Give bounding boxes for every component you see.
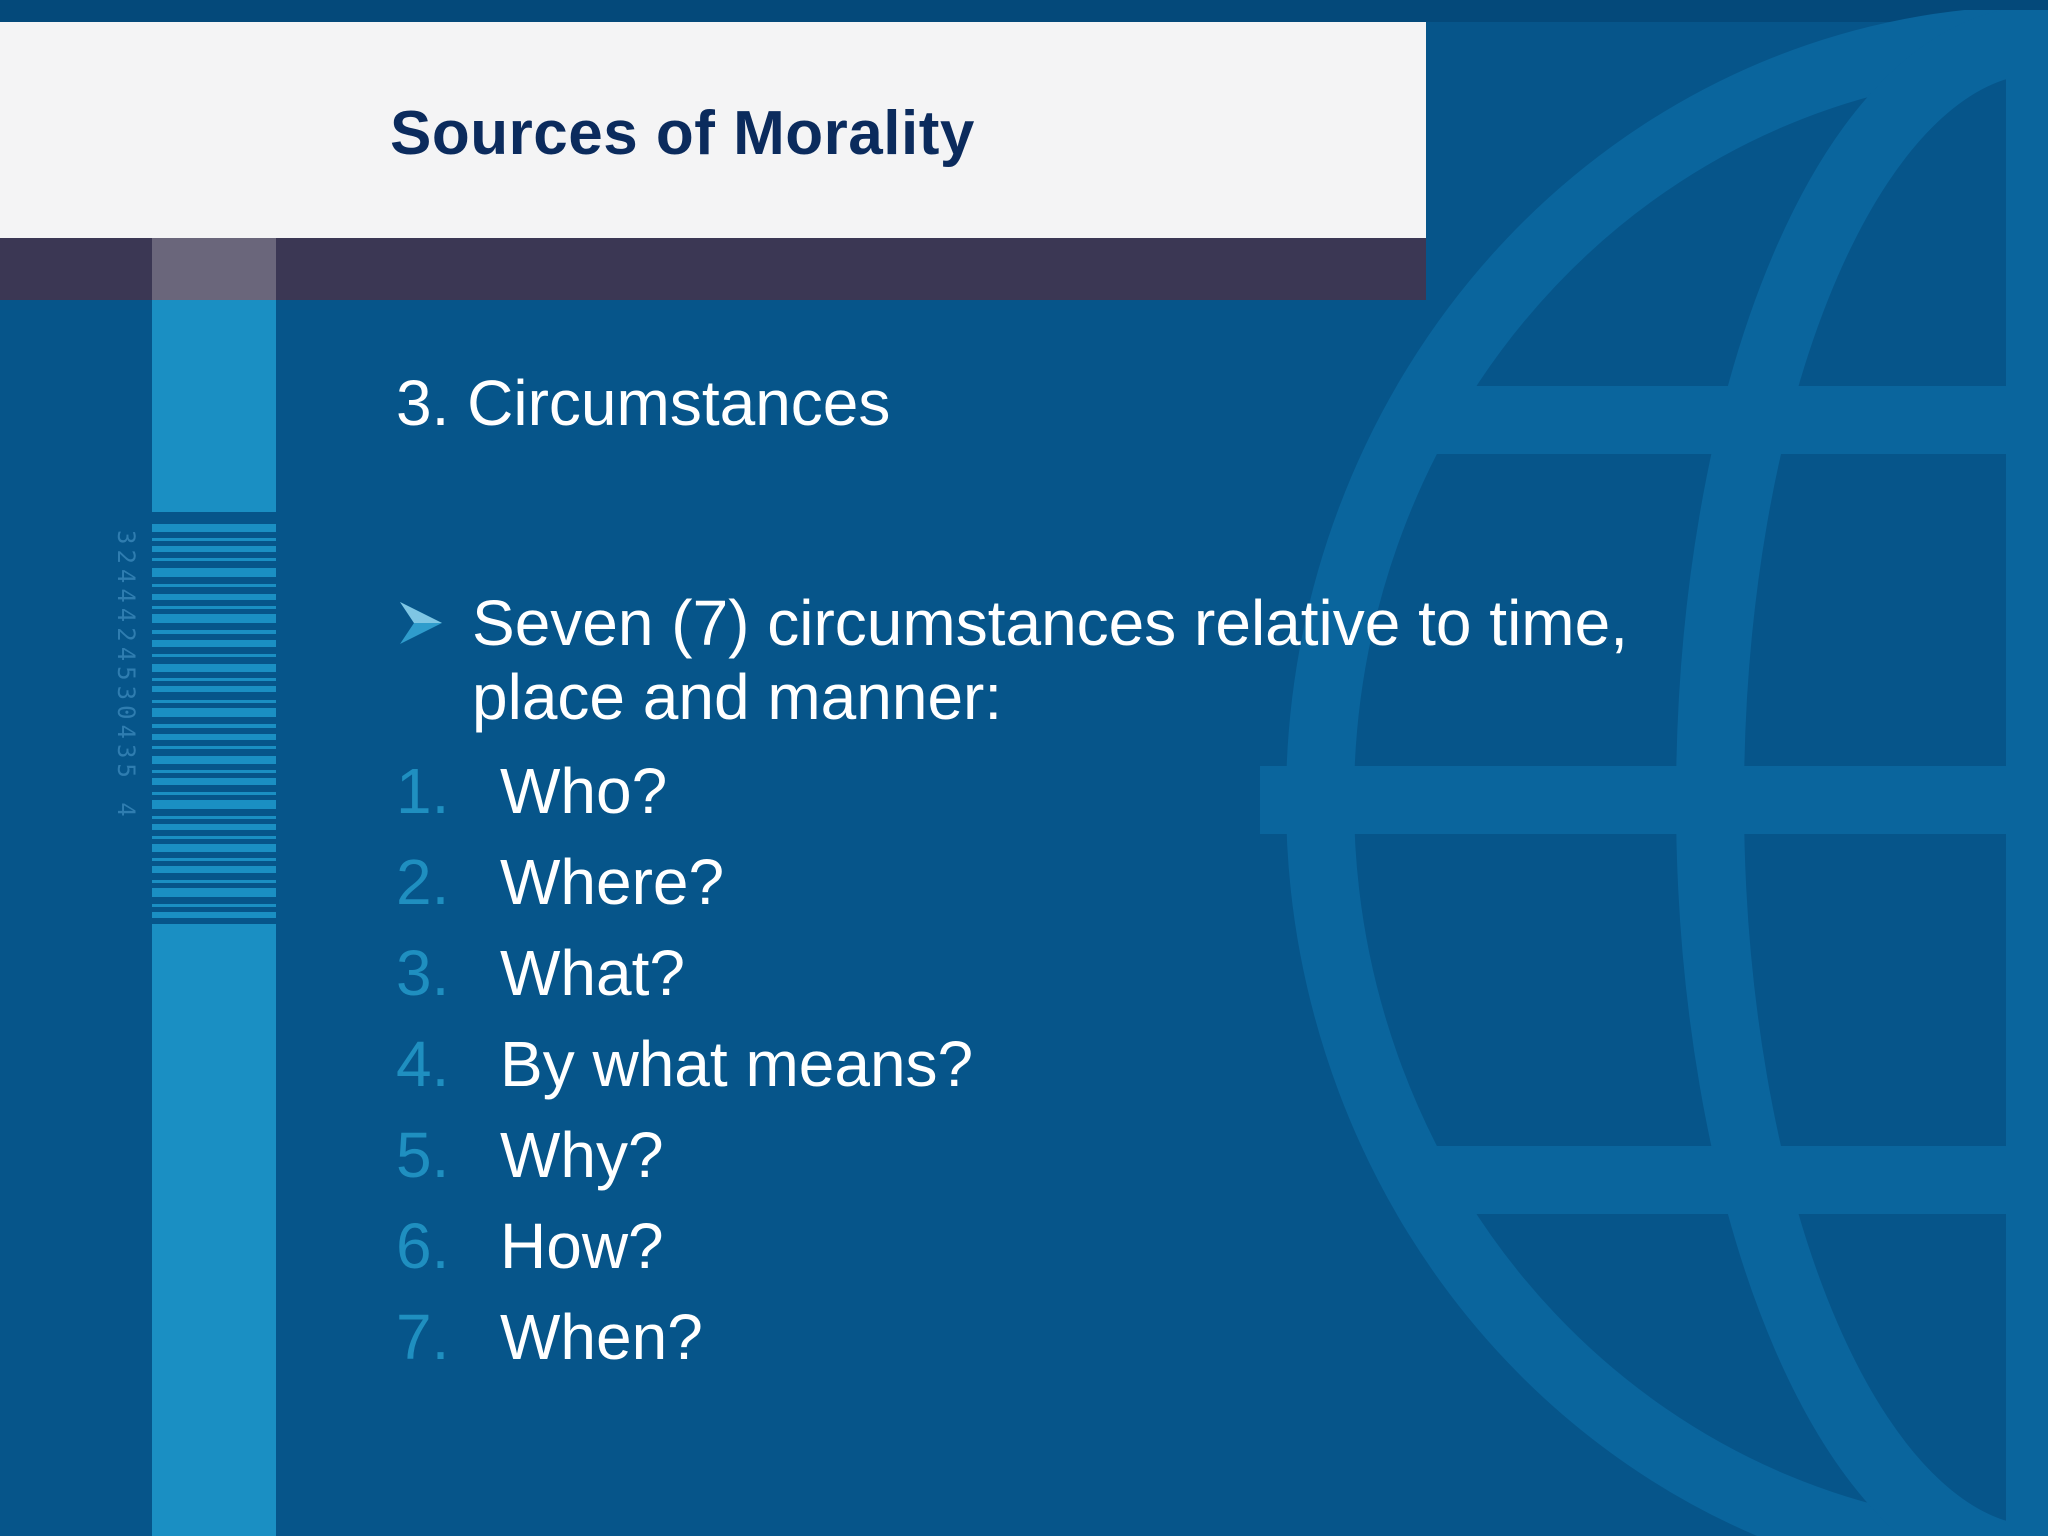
list-item-text: How? xyxy=(500,1210,664,1282)
list-item xyxy=(396,1118,973,1209)
list-number: 7. xyxy=(396,1301,450,1373)
list-number: 2. xyxy=(396,846,450,918)
section-heading: 3. Circumstances xyxy=(396,367,891,439)
list-item-text: When? xyxy=(500,1301,703,1373)
list-item xyxy=(396,845,973,936)
accent-bar-top xyxy=(152,238,276,300)
list-item xyxy=(396,754,973,845)
list-number: 1. xyxy=(396,755,450,827)
circumstances-list xyxy=(396,754,973,1391)
list-number: 6. xyxy=(396,1210,450,1282)
list-item xyxy=(396,1209,973,1300)
accent-bar-bottom xyxy=(152,935,276,1536)
list-item xyxy=(396,936,973,1027)
list-item-text: What? xyxy=(500,937,685,1009)
list-number: 4. xyxy=(396,1028,450,1100)
list-item-text: Why? xyxy=(500,1119,664,1191)
barcode-digits: 3244424530435 4 xyxy=(112,530,140,822)
accent-bar xyxy=(152,300,276,512)
list-item-text: Where? xyxy=(500,846,725,918)
list-item-text: By what means? xyxy=(500,1028,974,1100)
list-item-text: Who? xyxy=(500,755,668,827)
slide-title: Sources of Morality xyxy=(390,99,975,168)
list-number: 3. xyxy=(396,937,450,1009)
arrow-bullet-icon xyxy=(398,600,444,646)
list-number: 5. xyxy=(396,1119,450,1191)
bullet-text: Seven (7) circumstances relative to time, place and manner: xyxy=(472,587,1628,733)
list-item xyxy=(396,1300,973,1391)
barcode-icon xyxy=(152,524,276,936)
list-item xyxy=(396,1027,973,1118)
